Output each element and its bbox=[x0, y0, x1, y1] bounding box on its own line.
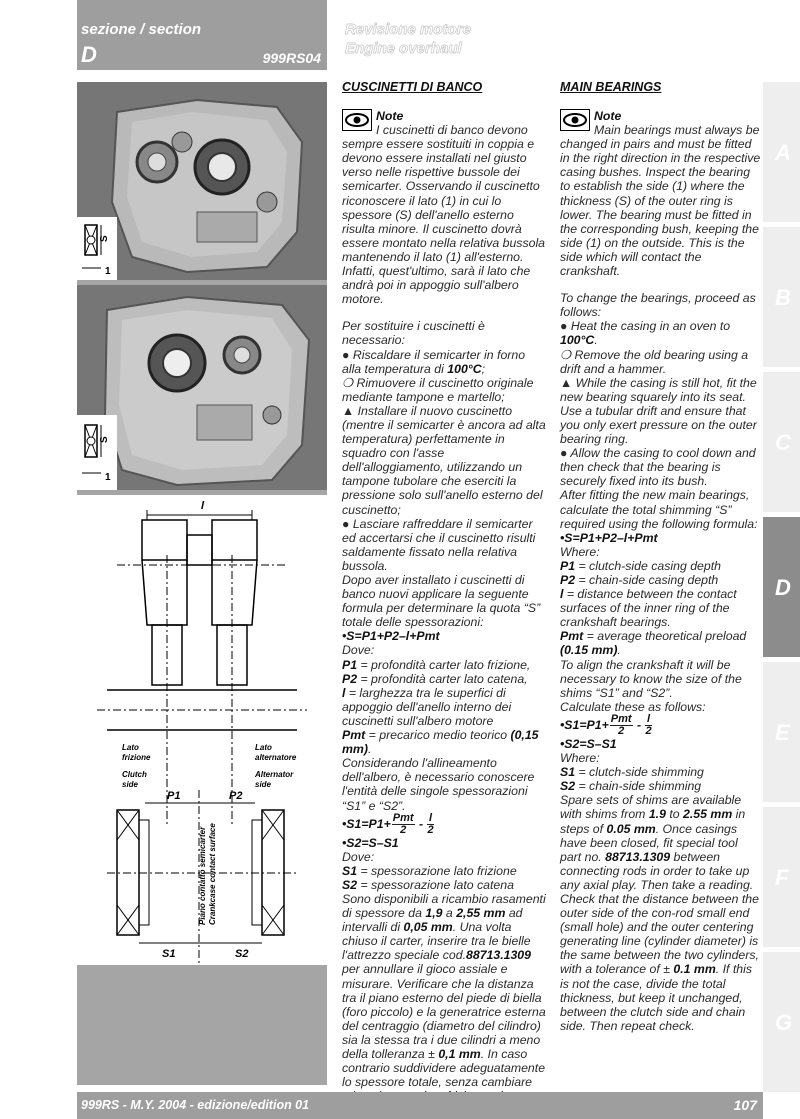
section-letter: D bbox=[81, 42, 97, 67]
dim-l: l bbox=[201, 500, 205, 512]
step3-en: ▲ While the casing is still hot, fit the new bearing squarely into its seat. Use a tubular drift and ensure that you only exert pressure on the outer bearing ring. bbox=[560, 375, 757, 447]
p2-def-it: P2 = profondità carter lato catena, bbox=[342, 671, 528, 686]
section-label: sezione / section bbox=[81, 21, 202, 38]
note-text-en: Main bearings must always be changed in pairs and must be fitted in the right direction in the respective casing bushes. Inspect the bearing to establish the side (1) where the thickness (S) of the outer ring is lower. The bearing must be fitted in the corresponding bush, keeping the side (1) on the outside. This is the side which will contact the crankshaft. bbox=[560, 123, 761, 279]
intro-it: Per sostituire i cuscinetti è necessario: bbox=[342, 319, 485, 348]
inset-1-label-1: 1 bbox=[105, 266, 111, 277]
step4-it: ● Lasciare raffreddare il semicarter ed accertarsi che il cuscinetto risulti saldamente fissato nella relativa bussola. bbox=[342, 516, 536, 573]
inset-2-label-s: S bbox=[99, 436, 110, 443]
step4-en: ● Allow the casing to cool down and then check that the bearing is securely fixed into its bush. bbox=[560, 446, 756, 489]
dove2-it: Dove: bbox=[342, 849, 375, 864]
dim-p1: P1 bbox=[167, 790, 181, 802]
inset-1-label-s: S bbox=[99, 235, 110, 242]
after-en: After fitting the new main bearings, calculate the total shimming “S” required using the following formula: bbox=[560, 488, 758, 531]
dim-p2: P2 bbox=[229, 790, 243, 802]
note-text-it: I cuscinetti di banco devono sempre essere sostituiti in coppia e devono essere installati nel giusto verso nelle rispettive bussole dei semicarter. Osservando il cuscinetto riconoscere il lato (1) in cui lo spessore (S) dell'anello esterno risulta minore. Il cuscinetto dovrà essere montato nella relativa bussola mantenendo il lato (1) all'esterno. Infatti, quest'ultimo, sarà il lato che andrà poi in appoggio sull'albero motore. bbox=[342, 123, 546, 307]
where2-en: Where: bbox=[560, 751, 600, 766]
where-en: Where: bbox=[560, 544, 600, 559]
step3-it: ▲ Installare il nuovo cuscinetto (mentre il semicarter è ancora ad alta temperatura) perfettamente in squadro con l'asse dell'alloggiamento, utilizzando un tampone tubolare che eserciti la pressione solo sull'anello esterno del cuscinetto; bbox=[342, 403, 546, 517]
english-text-column bbox=[560, 80, 762, 1033]
dim-s2: S2 bbox=[235, 948, 249, 960]
formula-s1-it: •S1=P1+ $\frac{\text{Pmt}}{2}$ - $\frac{l}{2}$ bbox=[342, 811, 434, 836]
crankcase-photo-2 bbox=[77, 285, 327, 490]
s1-def-it: S1 = spessorazione lato frizione bbox=[342, 863, 517, 878]
tab-f[interactable]: F bbox=[763, 807, 800, 947]
heading-en: MAIN BEARINGS bbox=[560, 80, 662, 94]
inset-2-label-1: 1 bbox=[105, 472, 111, 483]
l-def-it: l = larghezza tra le superfici di appoggio dell'anello interno dei cuscinetti sull'albero motore bbox=[342, 685, 512, 728]
chapter-title-en: Engine overhaul bbox=[345, 40, 462, 57]
page-footer bbox=[77, 1092, 763, 1119]
eye-icon bbox=[560, 109, 590, 131]
intro-en: To change the bearings, proceed as follows: bbox=[560, 291, 756, 320]
dove-it: Dove: bbox=[342, 643, 375, 658]
pmt-def-it: Pmt = precarico medio teorico (0,15 mm). bbox=[342, 728, 539, 757]
lato-frizione-2: frizione bbox=[122, 753, 151, 762]
tab-c[interactable]: C bbox=[763, 372, 800, 512]
align-it: Considerando l'allineamento dell'albero, è necessario conoscere l'entità delle singole spessorazioni “S1” e “S2”. bbox=[342, 756, 535, 813]
clutch-side-2: side bbox=[122, 780, 139, 789]
formula-s-en: •S=P1+P2–l+Pmt bbox=[560, 530, 658, 545]
alternator-side-2: side bbox=[255, 780, 272, 789]
step2-it: ❍ Rimuovere il cuscinetto originale mediante tampone e martello; bbox=[342, 375, 534, 404]
align-en: To align the crankshaft it will be necessary to know the size of the shims “S1” and “S2”. bbox=[560, 657, 742, 700]
s2-def-en: S2 = chain-side shimming bbox=[560, 779, 702, 794]
tab-g[interactable]: G bbox=[763, 952, 800, 1092]
crankshaft-diagram bbox=[77, 495, 327, 965]
tab-a[interactable]: A bbox=[763, 82, 800, 222]
tab-b[interactable]: B bbox=[763, 227, 800, 367]
spare-it: Sono disponibili a ricambio rasamenti di spessore da 1,9 a 2,55 mm ad intervalli di 0,05 mm. Una volta chiuso il carter, inserire tra le bielle l'attrezzo speciale cod.88713.1309 per annullare il gioco assiale e misurare. Verificare che la distanza tra il piano esterno del piede di biella (foro piccolo) e la generatrice esterna del centraggio (diametro del cilindro) sia la stessa tra i due cilindri a meno della tolleranza ± 0,1 mm. In caso contrario suddividere adeguatamente lo spessore totale, senza cambiare bbox=[342, 891, 546, 1090]
clutch-side-1: Clutch bbox=[122, 770, 147, 779]
note-title-it: Note bbox=[376, 109, 404, 124]
note-en bbox=[560, 109, 762, 123]
lato-alternatore-1: Lato bbox=[255, 743, 272, 752]
footer-edition: 999RS - M.Y. 2004 - edizione/edition 01 bbox=[81, 1098, 310, 1112]
pmt-def-en: Pmt = average theoretical preload (0.15 mm). bbox=[560, 629, 747, 658]
italian-text-column bbox=[342, 80, 547, 1117]
model-code: 999RS04 bbox=[262, 50, 321, 66]
s1-def-en: S1 = clutch-side shimming bbox=[560, 765, 704, 780]
heading-it: CUSCINETTI DI BANCO bbox=[342, 80, 483, 94]
spare-en: Spare sets of shims are available with shims from 1.9 to 2.55 mm in steps of 0.05 mm. Once casings have been closed, fit special tool part no. 88713.1309 between connecting rods in order to take up any axial play. Then take a reading. Check that the distance between the outer side of the con-rod small end (small hole) and the outer centering generating line (cylinder diameter) is the same between the two cylinders, with a tolerance of ± 0.1 mm. If this is not the case, divide the total thickness, but keep it unchanged, between the clutch side and chain side. Then repeat check. bbox=[560, 793, 759, 1033]
plane-label-it: Piano contatto semicarter bbox=[198, 826, 207, 925]
formula-s2-en: •S2=S–S1 bbox=[560, 736, 617, 751]
figure-column bbox=[77, 82, 327, 1085]
step1-it: ● Riscaldare il semicarter in forno alla temperatura di 100°C; bbox=[342, 347, 526, 376]
formula-s-it: •S=P1+P2–l+Pmt bbox=[342, 629, 440, 644]
note-title-en: Note bbox=[594, 109, 622, 124]
p2-def-en: P2 = chain-side casing depth bbox=[560, 573, 719, 587]
crankcase-photo-1 bbox=[77, 82, 327, 280]
section-header bbox=[77, 0, 327, 70]
p1-def-it: P1 = profondità carter lato frizione, bbox=[342, 657, 531, 672]
formula-s1-en: •S1=P1+ $\frac{\text{Pmt}}{2}$ - $\frac{l}{2}$ bbox=[560, 712, 652, 737]
lato-alternatore-2: alternatore bbox=[255, 753, 297, 762]
step1-en: ● Heat the casing in an oven to 100°C. bbox=[560, 319, 731, 348]
after-it: Dopo aver installato i cuscinetti di banco nuovi applicare la seguente formula per determinare la quota “S” totale delle spessorazioni: bbox=[342, 573, 541, 630]
l-def-en: l = distance between the contact surfaces of the inner ring of the crankshaft bearings. bbox=[560, 587, 737, 630]
tab-e[interactable]: E bbox=[763, 662, 800, 802]
plane-label-en: Crankcase contact surface bbox=[208, 823, 217, 925]
note-it bbox=[342, 109, 547, 123]
dim-s1: S1 bbox=[162, 948, 176, 960]
tab-d[interactable]: D bbox=[763, 517, 800, 657]
eye-icon bbox=[342, 109, 372, 131]
s2-def-it: S2 = spessorazione lato catena bbox=[342, 877, 514, 892]
step2-en: ❍ Remove the old bearing using a drift and a hammer. bbox=[560, 347, 749, 376]
chapter-title bbox=[345, 20, 471, 58]
lato-frizione-1: Lato bbox=[122, 743, 139, 752]
p1-def-en: P1 = clutch-side casing depth bbox=[560, 558, 721, 573]
formula-s2-it: •S2=S–S1 bbox=[342, 835, 399, 850]
chapter-title-it: Revisione motore bbox=[345, 21, 471, 38]
alternator-side-1: Alternator bbox=[255, 770, 294, 779]
page-number: 107 bbox=[733, 1097, 757, 1113]
calc-en: Calculate these as follows: bbox=[560, 699, 706, 714]
